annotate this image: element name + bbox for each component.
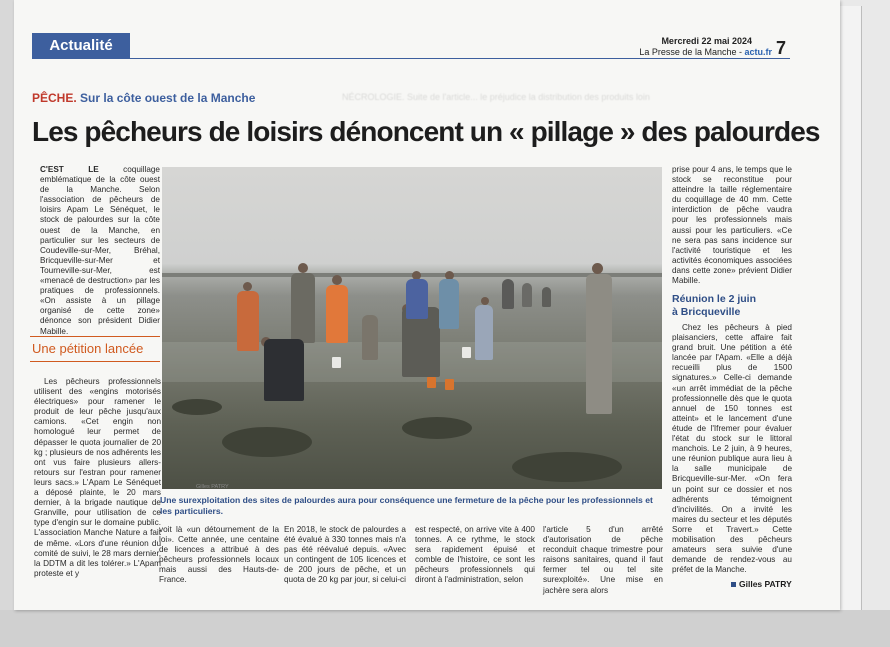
lead-paragraph: [40, 165, 160, 336]
body-text-6a: prise pour 4 ans, le temps que le stock se reconstitue pour atteindre la taille réglementaire du coquillage de 40 mm. Cette interdiction de pêche vaudra pour les professionnels mais aussi pour les particuliers. «Ce ne sera pas sans incidence sur l'activité touristique et les activités économiques associées dans cette zone» prévient Didier Mabille.: [672, 165, 792, 286]
section-subhead: Une pétition lancée: [30, 336, 160, 362]
photo-bucket: [445, 379, 454, 390]
photo-person-head: [332, 275, 342, 285]
photo-person: [362, 315, 378, 360]
photo-rock: [402, 417, 472, 439]
body-column-1: [34, 377, 161, 587]
photo-person: [237, 291, 259, 351]
kicker-location: Sur la côte ouest de la Manche: [80, 91, 256, 105]
lead-text: coquillage emblématique de la côte ouest de la Manche. Selon l'association de pêcheurs de loisirs Apam Le Sénéquet, le stock de palourdes sur la côte ouest de la Manche, en particulier sur les secteurs de Coudeville-sur-Mer, Bréhal, Bricqueville-sur-Mer et Tourneville-sur-Mer, est «menacé de destruction» par les pratiques de professionnels. «On assiste à un pillage organisé de cette zone» dénonce son président Didier Mabille.: [40, 165, 160, 336]
photo-person: [291, 273, 315, 343]
photo-person: [326, 285, 348, 343]
section-subhead-right: [672, 293, 756, 319]
photo-person-head: [298, 263, 308, 273]
photo-person-head: [481, 297, 489, 305]
scanner-bed: [0, 610, 890, 647]
photo-person-distant: [502, 279, 514, 309]
photo-bucket: [427, 377, 436, 388]
photo-person: [475, 305, 493, 360]
body-column-5: [543, 525, 663, 595]
photo-person-crouching: [264, 339, 304, 401]
photo-person-head: [243, 282, 252, 291]
photo-person: [439, 279, 459, 329]
body-text-1: Les pêcheurs professionnels utilisent des «engins motorisés électriques» pour ramener le produit de leur pêche jusqu'aux camions. «Cet engin non homologué leur permet de dépasser le quota journalier de 20 kg ; plusieurs de nos adhérents les ont vus faire plusieurs allers-retours sur l'estran pour ramener leurs sacs.» L'Apam Le Sénéquet a déposé plainte, le 20 mars dernier, à la brigade nautique de Granville, pour utilisation de ce type d'engin sur le domaine public. L'association Manche Nature a fait de même. «Lors d'une réunion du comité de suivi, le 28 mars dernier, la DDTM a dit les tolérer.» L'Apam proteste et y: [34, 377, 161, 578]
author-name: Gilles PATRY: [739, 579, 792, 589]
body-text-6b: Chez les pêcheurs à pied plaisanciers, cette affaire fait grand bruit. Une pétition a été lancée par l'Apam. «Elle a déjà recueilli plus de 1500 signatures.» Celle-ci demande «un arrêt immédiat de la pêche professionnelle dès que le quota annuel de 150 tonnes est atteint» et le lancement d'une étude de l'Ifremer pour évaluer l'état du stock sur le littoral manchois. Le 2 juin, à 9 heures, une réunion publique aura lieu à la salle municipale de Bricqueville-sur-Mer. «On fera un point sur ce dossier et nos adhérents témoignent d'incivilités. On a invité les maires du secteur et les députés Sorre et Travert.» Cette mobilisation des pêcheurs amateurs sera suivie d'une demande de rendez-vous au préfet de la Manche.: [672, 323, 792, 575]
body-text-5: l'article 5 d'un arrêté d'autorisation de pêche reconduit chaque trimestre pour raisons sanitaires, quand il faut fermer tel ou tel site surexploité». Une mise en jachère sera alors: [543, 525, 663, 595]
section-rubric: Actualité: [32, 33, 130, 59]
photo-person-distant: [522, 283, 532, 307]
issue-date: Mercredi 22 mai 2024: [661, 36, 752, 46]
photo-person-head: [592, 263, 603, 274]
author-signature: [731, 579, 792, 589]
article-photo: [162, 167, 662, 489]
photo-bucket: [462, 347, 471, 358]
photo-rock: [512, 452, 622, 482]
body-column-2: [159, 525, 279, 595]
publication-name: La Presse de la Manche - actu.fr: [639, 47, 772, 57]
body-text-3: En 2018, le stock de palourdes a été évalué à 330 tonnes mais n'a pas été réévalué depuis. «Avec un contingent de 105 licences et de 200 jours de pêche, et un quota de 20 kg par jour, si celui-ci: [284, 525, 406, 585]
newspaper-page: [14, 0, 840, 610]
rubric-rule: [130, 58, 790, 59]
body-column-6-bottom: [672, 323, 792, 579]
page-number: 7: [776, 38, 787, 58]
photo-rock: [222, 427, 312, 457]
signature-square-icon: [731, 582, 736, 587]
kicker-topic: PÊCHE.: [32, 91, 77, 105]
body-column-4: [415, 525, 535, 595]
photo-caption: Une surexploitation des sites de palourdes aura pour conséquence une fermeture de la pêche pour les professionnels et les particuliers.: [160, 495, 653, 516]
background-left: [0, 0, 14, 647]
subhead-right-line-2: à Bricqueville: [672, 306, 741, 318]
photo-bucket: [332, 357, 341, 368]
website-link[interactable]: actu.fr: [744, 47, 772, 57]
subhead-right-line-1: Réunion le 2 juin: [672, 293, 757, 305]
body-column-3: [284, 525, 406, 595]
photo-person-distant: [542, 287, 551, 307]
body-text-2: voit là «un détournement de la loi». Cette année, une centaine de licences a attribué à des pêcheurs professionnels locaux mais aussi des Hauts-de-France.: [159, 525, 279, 585]
photo-person: [406, 279, 428, 319]
bleed-through-text: NÉCROLOGIE. Suite de l'article... le préjudice la distribution des produits loin: [342, 92, 650, 102]
body-text-4: est respecté, on arrive vite à 400 tonnes. A ce rythme, le stock sera rapidement épuisé et comble de l'histoire, ce sont les pêcheurs professionnels qui diront à l'administration, selon: [415, 525, 535, 585]
photo-person-foreground: [586, 274, 612, 414]
article-kicker: [32, 91, 255, 105]
lead-dropcap: C'EST LE: [40, 165, 99, 174]
photo-rock: [172, 399, 222, 415]
body-column-6-top: [672, 165, 792, 285]
article-headline: Les pêcheurs de loisirs dénoncent un « pillage » des palourdes: [32, 116, 820, 147]
photo-credit: Gilles PATRY: [196, 484, 229, 490]
